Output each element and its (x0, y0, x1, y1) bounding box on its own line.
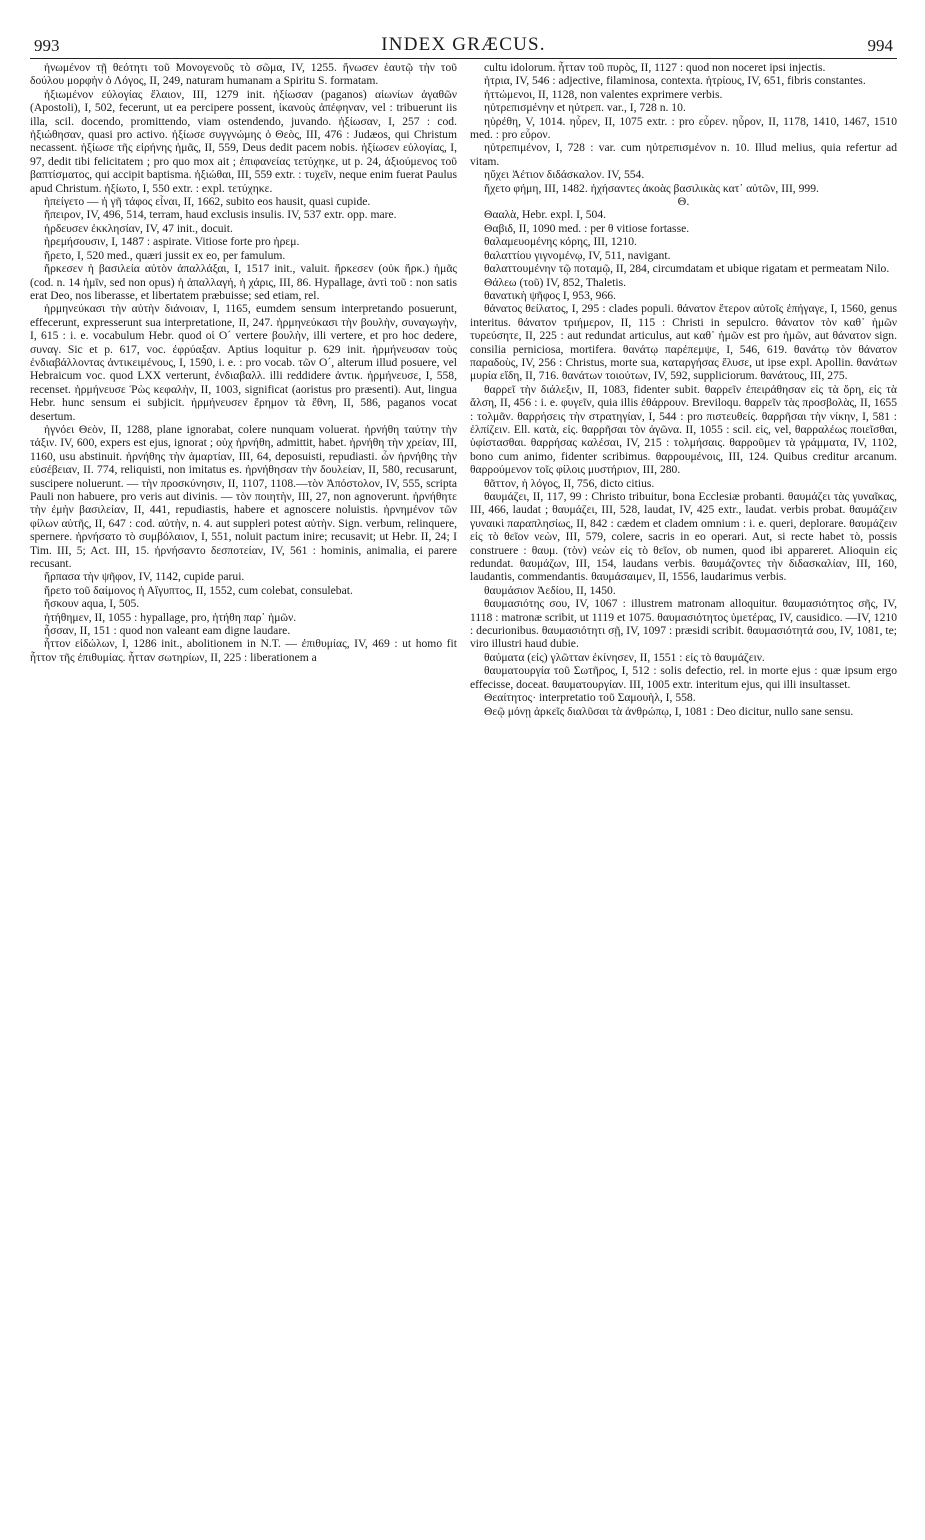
index-entry: ηὔχει Ἀέτιον διδάσκαλον. IV, 554. (484, 168, 645, 182)
index-entry: ἠρδευσεν ἐκκλησίαν, IV, 47 init., docuit. (44, 221, 233, 235)
right-page-number: 994 (867, 36, 893, 55)
index-entry: ἠρεμήσουσιν, I, 1487 : aspirate. Vitiose forte pro ἠρεμ. (44, 235, 300, 249)
index-entry: ἠξιωμένον εὐλογίας ἔλαιον, III, 1279 init. ἠξίωσαν (paganos) αἰωνίων ἀγαθῶν (Apostoli), I, 502, fecerunt, ut ea percipere possent, ἱκανοὺς ἀπέφηναν, vel : tribuerunt iis illa, scil. docendo, promittendo, viam ostendendo, juvando. ἠξίωσαν, I, 257 : cod. ἠξιώθησαν, quasi pro activo. ἠξίωσε συγγνώμης ὁ Θεὸς, III, 476 : Judæos, qui Christum necassent. ἠξίωσε τῆς εἰρήνης ἡμᾶς, II, 559, Deus dedit pacem nobis. ἠξίωσεν εὐλογίας, I, 97, dedit tibi felicitatem ; pro quo mox ait ; ἐπιφανείας τετύχηκε, ut p. 24, ἀξιούμενος τοῦ βαπτίσματος, qui accipit baptisma. ἠξιώθαι, III, 559 extr. : τυχεῖν, neque enim fuerat Paulus apud Christum. ἠξίωτο, I, 550 extr. : expl. τετύχηκε. (30, 87, 457, 195)
index-entry: ἡττώμενοι, II, 1128, non valentes exprimere verbis. (484, 87, 723, 101)
index-entry: ηὑρέθη, V, 1014. ηὗρεν, II, 1075 extr. : pro εὗρεν. ηὗρον, II, 1178, 1410, 1467, 1510 med. : pro εὗρον. (470, 114, 897, 142)
index-entry: θαυμάσιον Ἀεδίου, II, 1450. (484, 583, 616, 597)
index-entry: ἠτήθημεν, II, 1055 : hypallage, pro, ἠτήθη παρ᾽ ἡμῶν. (44, 610, 297, 624)
index-entry: ἠπείγετο — ἡ γῆ τάφος εἶναι, II, 1662, subito eos hausit, quasi cupide. (44, 195, 371, 209)
index-entry: θαυμάζει, II, 117, 99 : Christo tribuitur, bona Ecclesiæ probanti. θαυμάζει τὰς γυναῖκας, III, 466, laudat ; θαυμάζει, III, 528, laudat, IV, 425 extr., laudat. verbis probat. θαυμάζειν γυναικὶ παραπλησίως, II, 842 : cædem et cladem omnium : i. e. queri, deplorare. θαυμάζειν εἰς τὸ θεῖον νεὼν, III, 579, colere, sacris in eo operari. Aut, si recte habet τὸ, possis construere : θαυμ. (τὸν) νεὼν εἰς τὸ θεῖον, ob numen, quod ibi appareret. Alioquin εἰς redundat. θαυμάζων, III, 154, laudans verbis. θαυμάζοντες τὴν διδασκαλίαν, III, 160, laudantis, commendantis. θαυμάσαιμεν, II, 1556, laudarimus verbis. (470, 490, 897, 584)
index-entry: θαλαμευομένης κόρης, III, 1210. (484, 235, 637, 249)
right-column (470, 61, 897, 1521)
index-entry: Θεῷ μόνῃ ἀρκεῖς διαλῦσαι τὰ ἀνθρώπῳ, I, 1081 : Deo dicitur, nullo sane sensu. (484, 704, 854, 718)
index-entry: θαύματα (εἰς) γλῶτταν ἐκίνησεν, II, 1551 : εἰς τὸ θαυμάζειν. (484, 650, 765, 664)
section-letter-heading: Θ. (677, 194, 690, 209)
running-header (30, 34, 897, 59)
index-entry: ἤσκουν aqua, I, 505. (44, 597, 140, 611)
index-entry: Θαβιδ, II, 1090 med. : per θ vitiose fortasse. (484, 221, 690, 235)
index-entry: θαρρεῖ τὴν διάλεξιν, II, 1083, fidenter subit. θαρρεῖν ἐπειράθησαν εἰς τὰ ὄρη, εἰς τὰ ἄλση, II, 456 : i. e. φυγεῖν, quia illis ἐθάρρουν. Breviloqu. θαρρεῖν τὰς προσβολὰς, II, 1655 : τολμᾶν. θαρρήσεις τὴν στρατηγίαν, I, 544 : pro πιστευθείς. θαρρῆσαι τὴν νίκην, I, 581 : ἐλπίζειν. Ell. κατὰ, εἰς. θαρρῆσαι τὸν ἀγῶνα. II, 1055 : scil. εἰς, vel, θαρραλέως ποιεῖσθαι, ὑφίστασθαι. θαρρήσας καλέσαι, IV, 215 : τολμήσαις. θαρροῦμεν τὰ γράμματα, IV, 1102, bono cum animo, fidenter scribimus. θαρρουμένοις, III, 124. Quibus creditur arcanum. θαρρούμενον τοῖς φίλοις μυστήριον, III, 280. (470, 382, 897, 477)
index-entry: θαλαττίου γιγνομένῳ, IV, 511, navigant. (484, 248, 671, 262)
index-entry: cultu idolorum. ἧτταν τοῦ πυρὸς, II, 1127 : quod non noceret ipsi injectis. (484, 61, 826, 74)
running-title: INDEX GRÆCUS. (381, 34, 546, 55)
index-entry: θαυματουργία τοῦ Σωτῆρος, I, 512 : solis defectio, rel. in morte ejus : quæ ipsum ergo effecisse, doceat. θαυματουργίαν. III, 1005 extr. interitum ejus, qui illi insultasset. (470, 664, 897, 691)
left-page-number: 993 (34, 36, 60, 55)
index-entry: ἤχετο φήμη, III, 1482. ἠχήσαντες ἀκοὰς βασιλικὰς κατ᾽ αὐτῶν, III, 999. (484, 181, 819, 195)
index-entry: θανατικὴ ψῆφος I, 953, 966. (484, 288, 616, 302)
index-entry: ἧσσαν, II, 151 : quod non valeant eam digne laudare. (44, 624, 291, 638)
index-entry: ἠγνόει Θεὸν, II, 1288, plane ignorabat, colere nunquam voluerat. ἠρνήθη ταύτην τὴν τάξιν. IV, 600, expers est ejus, ignorat ; οὐχ ἠρνήθη, admittit, habet. ἠρνήθη τὴν χρείαν, III, 1160, usu abstinuit. ἠρνήθης τὴν ἁμαρτίαν, III, 64, deposuisti, repudiasti. ὧν ἠρνήθης τὴν εὐσέβειαν, II. 774, reliquisti, non imitatus es. ἠρνήθησαν τὴν δουλείαν, II, 580, recusarunt, suscipere noluerunt. — τὴν προσκύνησιν, II, 1107, 1108.—τὸν Ἀπόστολον, IV, 555, scripta Pauli non habuere, pro veris aut divinis. — τὸν ποιητὴν, III, 27, non agnoverunt. ἠρνήθητε τὴν ἐμὴν βασιλείαν, II, 441, repudiastis, habere et agnoscere noluistis. ἠρνημένον τῶν φίλων αὐτῆς, II, 647 : cod. αὐτὴν, n. 4. aut suppleri potest αὐτὴν. Sign. verbum, relinquere, spernere. ἠρνήσατο τὸ συμβόλαιον, I, 551, noluit pactum inire; recusavit; ut Hebr. II, 24; I Tim. III, 5; Act. III, 15. ἠρνήσαντο δεσποτείαν, IV, 561 : hominis, animalia, ei parere recusant. (30, 422, 457, 571)
index-entry: ἤρετο τοῦ δαίμονος ἡ Αἴγυπτος, II, 1552, cum colebat, consulebat. (44, 583, 353, 597)
index-entry: Θεαίτητος· interpretatio τοῦ Σαμουὴλ, I, 558. (484, 691, 696, 705)
index-entry: Θααλὰ, Hebr. expl. I, 504. (484, 208, 607, 222)
index-entry: ἤπειρον, IV, 496, 514, terram, haud exclusis insulis. IV, 537 extr. opp. mare. (44, 208, 397, 222)
index-entry: θᾶττον, ἡ λόγος, II, 756, dicto citius. (484, 476, 655, 490)
index-entry: ἥρπασα τὴν ψῆφον, IV, 1142, cupide parui. (44, 570, 245, 584)
index-entry: ηὐτρεπισμένην et ηὐτρεπ. var., I, 728 n. 10. (484, 101, 686, 115)
two-column-body (30, 61, 897, 1521)
index-entry: Θάλεω (τοῦ) IV, 852, Thaletis. (484, 275, 627, 289)
index-entry: ἠτρια, IV, 546 : adjective, filaminosa, contexta. ἠτρίους, IV, 651, fibris constantes. (484, 74, 866, 88)
index-entry: θαυμασιότης σου, IV, 1067 : illustrem matronam alloquitur. θαυμασιότητος σῆς, IV, 1118 : matronæ scribit, ut 1119 et 1075. θαυμασιότητος ὑμετέρας, IV, causidico. —IV, 1210 : decurionibus. θαυμασιότητι σῇ, IV, 1097 : præsidi scribit. θαυμασιότητά σου, IV, 1081, te; viro illustri haud dubie. (470, 597, 897, 651)
left-column (30, 61, 457, 1521)
index-entry: ἤρκεσεν ἡ βασιλεία αὐτὸν ἀπαλλάξαι, I, 1517 init., valuit. ἤρκεσεν (οὐκ ἤρκ.) ἡμᾶς (cod. n. 14 ἡμῖν, sed non opus) ἡ ἀπαλλαγή, ἡ χάρις, III, 86. Hypallage, ἀντὶ τοῦ : non satis erat Deo, nos liberasse, et libertatem præbuisse; sed etiam, rel. (30, 262, 457, 302)
index-entry: ἧττον εἰδώλων, I, 1286 init., abolitionem in N.T. — ἐπιθυμίας, IV, 469 : ut homo fit ἧττον τῆς ἐπιθυμίας. ἧτταν σωτηρίων, II, 225 : liberationem a (30, 637, 457, 664)
index-entry: ἤρετο, I, 520 med., quæri jussit ex eo, per famulum. (44, 248, 286, 262)
index-entry: ηὐτρεπιμένον, I, 728 : var. cum ηὐτρεπισμένον n. 10. Illud melius, quia refertur ad vitam. (470, 141, 897, 168)
index-entry: θάνατος θείλατος, I, 295 : clades populi. θάνατον ἕτερον αὐτοῖς ἐπήγαγε, I, 1560, genus interitus. θάνατον τριήμερον, II, 115 : Christi in sepulcro. θάνατον τὸν καθ᾽ ἡμῶν τυρεύσητε, II, 225 : aut redundat articulus, aut καθ᾽ ἡμῶν est pro ἡμῶν, aut θάνατον sign. consilia perniciosa, mortifera. θανάτῳ παρέπεμψε, I, 546, 619. θανάτῳ τὸν θάνατον παραδοὺς, IV, 256 : Christus, morte sua, καταργήσας ἔλυσε, ut ipse expl. Apollin. θανάτων μυρία εἴδη, II, 716. θανάτων τοιούτων, IV, 592, suppliciorum. θανάτους, III, 275. (470, 302, 897, 383)
index-entry: ἡνωμένον τῇ θεότητι τοῦ Μονογενοῦς τὸ σῶμα, IV, 1255. ἥνωσεν ἑαυτῷ τὴν τοῦ δούλου μορφὴν ὁ Λόγος, II, 249, naturam humanam a Spiritu S. formatam. (30, 61, 457, 88)
index-entry: θαλαττουμένην τῷ ποταμῷ, II, 284, circumdatam et ubique rigatam et permeatam Nilo. (484, 262, 890, 276)
index-entry: ἡρμηνεύκασι τὴν αὐτὴν διάνοιαν, I, 1165, eumdem sensum interpretando posuerunt, effecerunt, expresserunt sua interpretatione, II, 247. ἡρμηνεύκασι τὴν βουλὴν, συναγωγὴν, I, 615 : i. e. vocabulum Hebr. quod οἱ Ο´ vertere βουλὴν, illi vertere, et pro hoc dedere, συναγ. Sic et p. 617, voc. ἐφρύαξαν. Aptius loquitur p. 629 init. ἡρμήνευσαν τοὺς ἐνδιαβάλλοντας ἀντικειμένους, I, 1590, i. e. : pro vocab. τῶν Ο´, alterum illud posuere, vel Hebraicum voc. quod LXX verterunt, ἐνδιαβαλλ. illi reddidere ἀντικ. ἡρμήνευσε, I, 558, recenset. ἡρμήνευσε Ῥὼς κεφαλὴν, II, 1003, significat (aoristus pro præsenti). Aut, lingua Hebr. hunc sensum ei subjicit. ἡρμήνευσεν ἔρημον τὰ ἔθνη, II, 586, paganos vocat desertum. (30, 302, 457, 423)
